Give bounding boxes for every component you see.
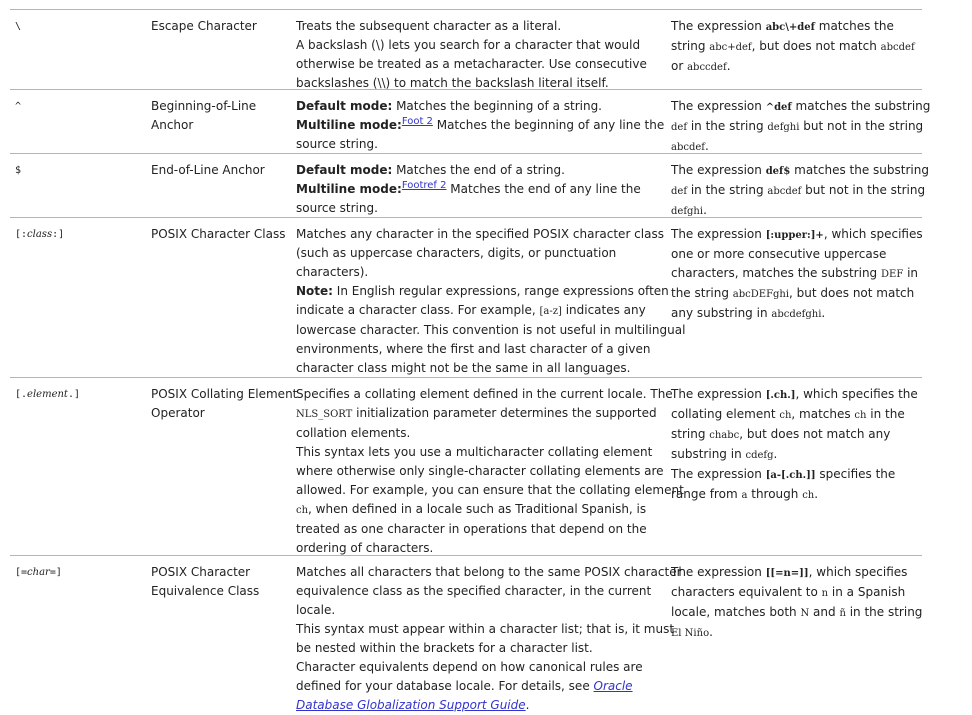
- description-line: environments, where the first and last character of a given: [296, 342, 651, 356]
- code: [.ch.]: [765, 390, 796, 401]
- description-line: (such as uppercase characters, digits, or punctuation: [296, 246, 617, 260]
- example-cell: [671, 17, 923, 77]
- example-line: [671, 225, 923, 245]
- operator-text: \: [15, 21, 22, 32]
- description-line: ordering of characters.: [296, 541, 434, 555]
- text: initialization parameter determines the supported: [352, 406, 657, 420]
- text: the string: [671, 286, 733, 300]
- text: The expression: [671, 467, 766, 481]
- text: , but does not match: [789, 286, 915, 300]
- text: .: [704, 139, 709, 153]
- code: abcdefghi: [771, 309, 822, 320]
- name-line: POSIX Character Class: [151, 227, 286, 241]
- text: indicates any: [561, 303, 646, 317]
- name-cell: [151, 225, 295, 244]
- example-line: [671, 623, 923, 643]
- code: abcdef: [671, 142, 705, 153]
- guide-link[interactable]: Database Globalization Support Guide: [296, 698, 526, 712]
- code: abccdef: [687, 62, 727, 73]
- description-line: A backslash (\) lets you search for a character that would: [296, 38, 641, 52]
- text: , when defined in a locale such as Traditional Spanish, is: [308, 502, 647, 516]
- operator-text: .]: [67, 389, 80, 400]
- text: , matches: [791, 407, 855, 421]
- text: specifies the: [815, 467, 896, 481]
- code: abcDEFghi: [732, 289, 790, 300]
- code: defghi: [767, 122, 800, 133]
- operator-variable: char: [27, 567, 50, 578]
- text: defined for your database locale. For details, see: [296, 679, 594, 693]
- code: [:upper:]+: [765, 230, 824, 241]
- description-line: where otherwise only single-character collating elements are: [296, 464, 664, 478]
- description-line: characters).: [296, 265, 369, 279]
- example-line: one or more consecutive uppercase: [671, 247, 887, 261]
- text: but not in the string: [801, 183, 926, 197]
- text: in: [903, 266, 919, 280]
- operator-text: [:: [15, 229, 28, 240]
- text: Matches the beginning of a string.: [392, 99, 602, 113]
- operator-text: =]: [49, 567, 62, 578]
- operator-cell: [15, 563, 147, 582]
- example-cell: [671, 97, 931, 157]
- table-row: [10, 89, 931, 154]
- description-line: [296, 180, 672, 199]
- description-cell: [296, 563, 682, 715]
- name-line: Anchor: [151, 118, 194, 132]
- text: in the: [866, 407, 905, 421]
- description-line: backslashes (\\) to match the backslash literal itself.: [296, 76, 609, 90]
- code: a: [741, 490, 748, 501]
- name-cell: [151, 563, 295, 601]
- name-cell: [151, 97, 295, 135]
- description-line: [296, 116, 672, 135]
- description-cell: [296, 161, 672, 218]
- name-line: POSIX Character: [151, 565, 251, 579]
- text: Matches the end of any line the: [446, 182, 641, 196]
- mode-label: Multiline mode:: [296, 118, 402, 132]
- text: Matches the end of a string.: [392, 163, 565, 177]
- text: .: [773, 447, 778, 461]
- example-line: [671, 181, 926, 201]
- example-cell: [671, 563, 923, 643]
- text: matches the substring: [790, 163, 929, 177]
- example-line: [671, 117, 923, 137]
- example-line: [671, 485, 923, 505]
- code: def: [671, 186, 688, 197]
- text: The expression: [671, 565, 766, 579]
- text: , but does not match any: [739, 427, 891, 441]
- code: n: [821, 588, 829, 599]
- name-line: Escape Character: [151, 19, 257, 33]
- description-line: [296, 696, 672, 715]
- description-line: treated as one character in operations that depend on the: [296, 522, 647, 536]
- text: collating element: [671, 407, 780, 421]
- text: any substring in: [671, 306, 772, 320]
- description-line: This syntax must appear within a character list; that is, it must: [296, 622, 675, 636]
- text: indicate a character class. For example,: [296, 303, 540, 317]
- description-line: source string.: [296, 137, 378, 151]
- description-line: locale.: [296, 603, 336, 617]
- description-line: source string.: [296, 201, 378, 215]
- mode-label: Multiline mode:: [296, 182, 402, 196]
- operator-text: :]: [52, 229, 65, 240]
- description-line: equivalence class as the specified character, in the current: [296, 584, 652, 598]
- table-row: [10, 217, 922, 378]
- description-cell: [296, 97, 672, 154]
- text: , which specifies: [808, 565, 908, 579]
- example-line: [671, 57, 923, 77]
- text: .: [821, 306, 826, 320]
- code: ch: [854, 410, 867, 421]
- code: abcdef: [767, 186, 802, 197]
- code: abc\+def: [765, 22, 815, 33]
- code: abc+def: [709, 42, 752, 53]
- guide-link[interactable]: Oracle: [593, 679, 633, 693]
- text: locale, matches both: [671, 605, 801, 619]
- description-line: [296, 404, 672, 424]
- code: N: [800, 608, 810, 619]
- example-line: [671, 465, 923, 485]
- operator-cell: [15, 17, 147, 36]
- table-row: [10, 9, 922, 90]
- example-line: [671, 563, 923, 583]
- description-line: Matches any character in the specified POSIX character class: [296, 227, 664, 241]
- text: .: [709, 625, 713, 639]
- code: cdefg: [745, 450, 774, 461]
- example-line: [671, 37, 923, 57]
- code: abcdef: [880, 42, 915, 53]
- text: through: [747, 487, 803, 501]
- example-line: [671, 284, 923, 304]
- footnote-link[interactable]: Footref 2: [401, 180, 447, 191]
- description-line: lowercase character. This convention is not useful in multilingual: [296, 323, 686, 337]
- code: ^def: [765, 102, 792, 113]
- description-line: Matches all characters that belong to the same POSIX character: [296, 565, 682, 579]
- table-row: [10, 377, 922, 556]
- name-line: Beginning-of-Line: [151, 99, 257, 113]
- text: .: [814, 487, 819, 501]
- example-line: [671, 161, 929, 181]
- description-line: collation elements.: [296, 426, 411, 440]
- text: .: [726, 59, 731, 73]
- description-line: [296, 500, 672, 520]
- text: string: [671, 39, 710, 53]
- code: ch: [802, 490, 815, 501]
- text: The expression: [671, 99, 766, 113]
- text: characters, matches the substring: [671, 266, 881, 280]
- text: string: [671, 427, 710, 441]
- text: , but does not match: [751, 39, 881, 53]
- text: The expression: [671, 227, 766, 241]
- code: NLS_SORT: [296, 409, 353, 420]
- description-line: character class might not be the same in all languages.: [296, 361, 631, 375]
- example-line: [671, 583, 923, 603]
- code: [a-z]: [539, 306, 562, 317]
- text: The expression: [671, 163, 766, 177]
- description-cell: [296, 17, 672, 93]
- code: def: [671, 122, 688, 133]
- description-line: [296, 97, 672, 116]
- code: ch: [296, 505, 309, 516]
- name-cell: [151, 385, 298, 423]
- description-line: [296, 301, 672, 321]
- operator-text: $: [15, 165, 22, 176]
- description-cell: [296, 225, 686, 378]
- description-line: [296, 161, 672, 180]
- code: defghi: [671, 206, 704, 217]
- operator-variable: element: [27, 389, 68, 400]
- operator-cell: [15, 225, 147, 244]
- name-cell: [151, 161, 295, 180]
- text: range from: [671, 487, 742, 501]
- operator-cell: [15, 385, 147, 404]
- text: substring in: [671, 447, 746, 461]
- text: , which specifies: [823, 227, 923, 241]
- code: chabc: [709, 430, 740, 441]
- mode-label: Default mode:: [296, 99, 393, 113]
- description-line: This syntax lets you use a multicharacter collating element: [296, 445, 653, 459]
- example-line: [671, 264, 923, 284]
- name-cell: [151, 17, 295, 36]
- description-line: [296, 677, 672, 696]
- example-line: [671, 97, 931, 117]
- name-line: Operator: [151, 406, 205, 420]
- code: El Niño: [671, 628, 710, 639]
- table-row: [10, 153, 929, 218]
- code: DEF: [881, 269, 904, 280]
- text: .: [703, 203, 707, 217]
- table-row: [10, 555, 922, 713]
- description-line: Specifies a collating element defined in the current locale. The: [296, 387, 673, 401]
- text: and: [809, 605, 840, 619]
- text: but not in the string: [799, 119, 924, 133]
- text: characters equivalent to: [671, 585, 822, 599]
- text: in the string: [845, 605, 923, 619]
- description-line: [296, 282, 672, 301]
- example-cell: [671, 385, 923, 505]
- operator-text: ^: [15, 101, 22, 112]
- example-cell: [671, 225, 923, 324]
- description-line: allowed. For example, you can ensure that the collating element: [296, 483, 684, 497]
- example-line: [671, 425, 923, 445]
- code: ñ: [839, 608, 846, 619]
- text: matches the substring: [791, 99, 931, 113]
- description-cell: [296, 385, 684, 558]
- text: in the string: [687, 119, 768, 133]
- name-line: End-of-Line Anchor: [151, 163, 265, 177]
- example-line: [671, 603, 923, 623]
- example-line: [671, 405, 923, 425]
- footnote-link[interactable]: Foot 2: [401, 116, 433, 127]
- text: in the string: [687, 183, 768, 197]
- code: [a-[.ch.]]: [765, 470, 816, 481]
- note-label: Note:: [296, 284, 333, 298]
- operator-cell: [15, 161, 147, 180]
- operator-text: [=: [15, 567, 28, 578]
- text: matches the: [814, 19, 894, 33]
- operator-variable: class: [27, 229, 53, 240]
- example-line: [671, 17, 923, 37]
- example-line: [671, 304, 923, 324]
- operator-cell: [15, 97, 147, 116]
- text: Matches the beginning of any line the: [432, 118, 665, 132]
- text: The expression: [671, 387, 766, 401]
- description-line: Treats the subsequent character as a literal.: [296, 19, 562, 33]
- operator-text: [.: [15, 389, 28, 400]
- text: , which specifies the: [795, 387, 918, 401]
- code: [[=n=]]: [765, 568, 809, 579]
- code: def$: [765, 166, 791, 177]
- text: The expression: [671, 19, 766, 33]
- example-cell: [671, 161, 929, 221]
- code: ch: [779, 410, 792, 421]
- description-line: otherwise be treated as a metacharacter. Use consecutive: [296, 57, 647, 71]
- name-line: POSIX Collating Element: [151, 387, 298, 401]
- text: In English regular expressions, range expressions often: [332, 284, 669, 298]
- text: in a Spanish: [828, 585, 906, 599]
- text: or: [671, 59, 688, 73]
- example-line: [671, 445, 923, 465]
- description-line: Character equivalents depend on how canonical rules are: [296, 660, 643, 674]
- text: .: [525, 698, 530, 712]
- example-line: [671, 385, 923, 405]
- mode-label: Default mode:: [296, 163, 393, 177]
- name-line: Equivalence Class: [151, 584, 260, 598]
- description-line: be nested within the brackets for a character list.: [296, 641, 593, 655]
